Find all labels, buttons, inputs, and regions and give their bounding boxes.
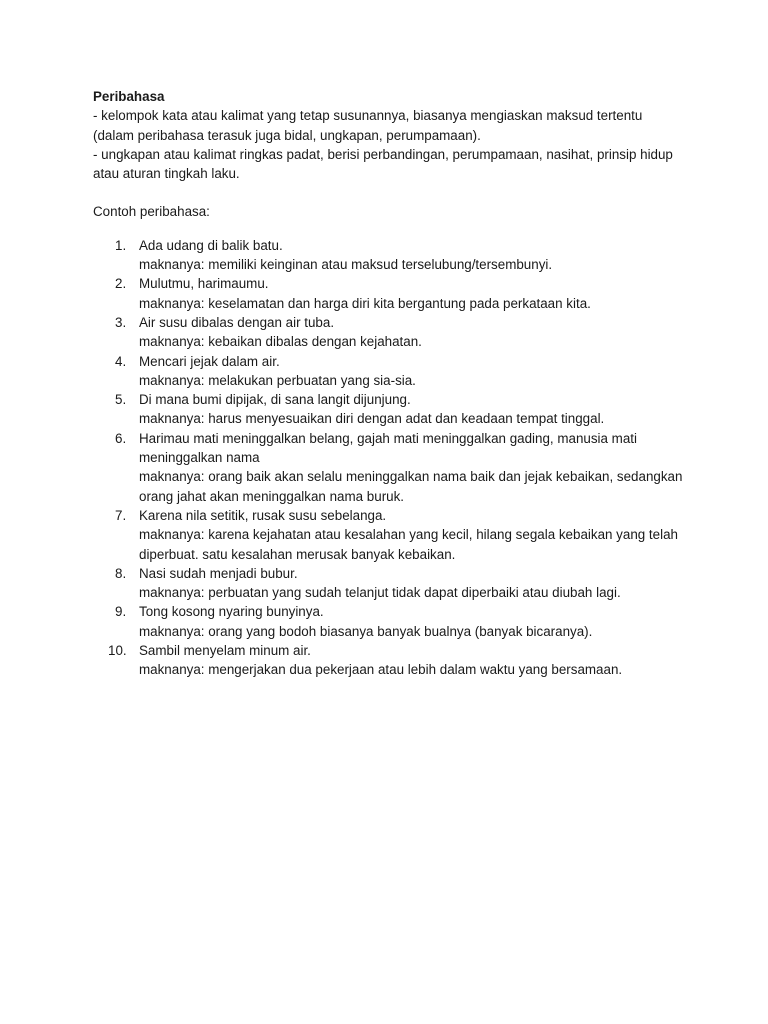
proverb-text: Harimau mati meninggalkan belang, gajah mati meninggalkan gading, manusia mati meninggalkan nama (139, 430, 637, 466)
list-item (93, 390, 683, 429)
proverb-text: Di mana bumi dipijak, di sana langit dijunjung. (139, 392, 411, 408)
list-item (93, 313, 683, 352)
meaning-text: maknanya: keselamatan dan harga diri kita bergantung pada perkataan kita. (139, 295, 591, 311)
item-number: 4. (115, 353, 127, 369)
item-number: 1. (115, 237, 127, 253)
document-page (93, 87, 683, 680)
item-number: 5. (115, 392, 127, 408)
meaning-text: maknanya: orang baik akan selalu meninggalkan nama baik dan jejak kebaikan, sedangkan orang jahat akan meninggalkan nama buruk. (139, 469, 683, 504)
item-number: 7. (115, 507, 127, 523)
meaning-text: maknanya: kebaikan dibalas dengan kejahatan. (139, 334, 422, 350)
item-number: 2. (115, 276, 127, 292)
list-item (93, 274, 683, 313)
proverb-text: Karena nila setitik, rusak susu sebelanga. (139, 507, 387, 523)
proverb-text: Mulutmu, harimaumu. (139, 276, 269, 292)
item-number: 3. (115, 314, 127, 330)
proverb-text: Air susu dibalas dengan air tuba. (139, 314, 335, 330)
list-item (93, 564, 683, 603)
list-item (93, 641, 683, 680)
proverb-text: Ada udang di balik batu. (139, 237, 283, 253)
proverb-text: Tong kosong nyaring bunyinya. (139, 604, 324, 620)
definition-1: - kelompok kata atau kalimat yang tetap susunannya, biasanya mengiaskan maksud tertentu (dalam peribahasa terasuk juga bidal, ungkapan, perumpamaan). (93, 108, 643, 143)
meaning-text: maknanya: mengerjakan dua pekerjaan atau lebih dalam waktu yang bersamaan. (139, 662, 623, 678)
document-title: Peribahasa (93, 89, 165, 104)
proverb-text: Nasi sudah menjadi bubur. (139, 565, 298, 581)
list-item (93, 429, 683, 506)
list-item (93, 352, 683, 391)
list-item (93, 602, 683, 641)
examples-intro: Contoh peribahasa: (93, 204, 210, 220)
meaning-text: maknanya: memiliki keinginan atau maksud terselubung/tersembunyi. (139, 257, 553, 273)
item-number: 8. (115, 565, 127, 581)
meaning-text: maknanya: orang yang bodoh biasanya banyak bualnya (banyak bicaranya). (139, 623, 593, 639)
meaning-text: maknanya: melakukan perbuatan yang sia-sia. (139, 372, 416, 388)
proverb-text: Mencari jejak dalam air. (139, 353, 280, 369)
meaning-text: maknanya: karena kejahatan atau kesalahan yang kecil, hilang segala kebaikan yang telah diperbuat. satu kesalahan merusak banyak kebaikan. (139, 527, 678, 562)
item-number: 6. (115, 430, 127, 446)
meaning-text: maknanya: perbuatan yang sudah telanjut tidak dapat diperbaiki atau diubah lagi. (139, 585, 621, 601)
examples-list (93, 236, 683, 680)
item-number: 9. (115, 604, 127, 620)
definition-2: - ungkapan atau kalimat ringkas padat, berisi perbandingan, perumpamaan, nasihat, prinsip hidup atau aturan tingkah laku. (93, 146, 673, 182)
meaning-text: maknanya: harus menyesuaikan diri dengan adat dan keadaan tempat tinggal. (139, 411, 605, 427)
list-item (93, 506, 683, 564)
list-item (93, 236, 683, 275)
proverb-text: Sambil menyelam minum air. (139, 643, 311, 659)
item-number: 10. (108, 643, 127, 659)
